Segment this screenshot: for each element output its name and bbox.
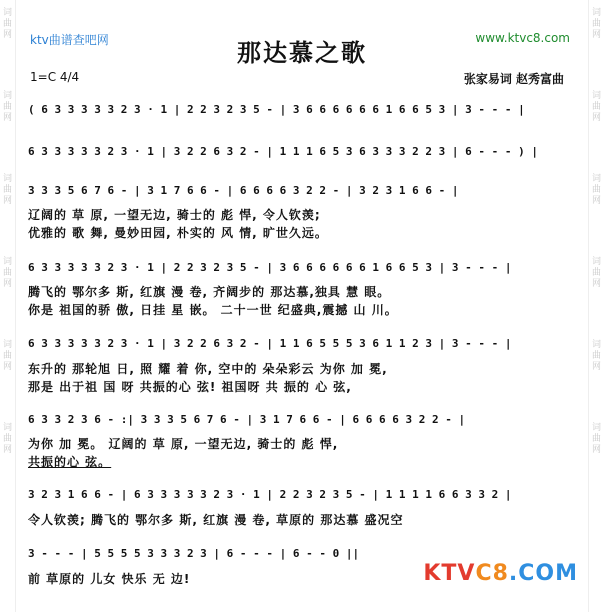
right-watermark-column <box>588 0 604 612</box>
key-signature: 1=C 4/4 <box>30 70 80 84</box>
lyric-line: 为你 加 冕。 辽阔的 草 原, 一望无边, 骑士的 彪 悍, <box>28 437 339 451</box>
wm-char: 曲 <box>2 102 12 112</box>
wm-char: 词 <box>2 174 12 184</box>
wm-char: 网 <box>591 113 601 123</box>
notation-row: 3 3 3 5 6 7 6 - | 3 1 7 6 6 - | 6 6 6 6 3 2 2 - | 3 2 3 1 6 6 - | <box>28 184 459 197</box>
wm-char: 网 <box>591 445 601 455</box>
wm-char: 网 <box>2 30 12 40</box>
wm-char: 网 <box>2 362 12 372</box>
credits: 张家易词 赵秀富曲 <box>463 72 564 86</box>
wm-char: 词 <box>2 257 12 267</box>
wm-char: 网 <box>2 196 12 206</box>
wm-char: 曲 <box>2 19 12 29</box>
lyric-line: 前 草原的 儿女 快乐 无 边! <box>28 572 191 586</box>
lyric-line: 共振的心 弦。 <box>28 455 112 469</box>
wm-char: 词 <box>591 340 601 350</box>
wm-char: 网 <box>2 445 12 455</box>
wm-char: 曲 <box>2 268 12 278</box>
url-watermark: www.ktvc8.com <box>475 31 570 45</box>
logo-part: KTV <box>423 561 476 586</box>
lyric-line: 那是 出于祖 国 呀 共振的心 弦! 祖国呀 共 振的 心 弦, <box>28 380 352 394</box>
notation-row: 6 3 3 3 3 3 2 3 · 1 | 3 2 2 6 3 2 - | 1 1 1 6 5 3 6 3 3 3 2 2 3 | 6 - - - ) | <box>28 145 538 158</box>
wm-char: 网 <box>2 279 12 289</box>
wm-char: 词 <box>2 423 12 433</box>
wm-char: 词 <box>2 8 12 18</box>
wm-char: 曲 <box>591 268 601 278</box>
lyric-line: 辽阔的 草 原, 一望无边, 骑士的 彪 悍, 令人钦羡; <box>28 208 321 222</box>
lyric-line: 东升的 那轮旭 日, 照 耀 着 你, 空中的 朵朵彩云 为你 加 冕, <box>28 362 388 376</box>
wm-char: 曲 <box>591 185 601 195</box>
notation-row: 6 3 3 3 3 3 2 3 · 1 | 3 2 2 6 3 2 - | 1 1 6 5 5 5 3 6 1 1 2 3 | 3 - - - | <box>28 337 512 350</box>
wm-char: 曲 <box>2 185 12 195</box>
song-title: 那达慕之歌 <box>237 39 367 67</box>
wm-char: 网 <box>591 362 601 372</box>
logo-part: C8 <box>475 561 509 586</box>
notation-row: ( 6 3 3 3 3 3 2 3 · 1 | 2 2 3 2 3 5 - | 3 6 6 6 6 6 6 1 6 6 5 3 | 3 - - - | <box>28 103 525 116</box>
lyric-line: 令人钦羡; 腾飞的 鄂尔多 斯, 红旗 漫 卷, 草原的 那达慕 盛况空 <box>28 513 404 527</box>
wm-char: 曲 <box>591 434 601 444</box>
lyric-line: 你是 祖国的骄 傲, 日挂 星 嵌。 二十一世 纪盛典,震撼 山 川。 <box>28 303 398 317</box>
notation-row: 6 3 3 3 3 3 2 3 · 1 | 2 2 3 2 3 5 - | 3 6 6 6 6 6 6 1 6 6 5 3 | 3 - - - | <box>28 261 512 274</box>
logo-part: .COM <box>508 561 578 586</box>
wm-char: 曲 <box>591 102 601 112</box>
notation-row: 3 2 3 1 6 6 - | 6 3 3 3 3 3 2 3 · 1 | 2 2 3 2 3 5 - | 1 1 1 1 6 6 3 3 2 | <box>28 488 512 501</box>
wm-char: 词 <box>591 257 601 267</box>
wm-char: 网 <box>591 279 601 289</box>
wm-char: 网 <box>591 196 601 206</box>
wm-char: 词 <box>591 8 601 18</box>
wm-char: 曲 <box>591 19 601 29</box>
ktvc8-logo <box>423 561 578 586</box>
notation-row: 6 3 3 2 3 6 - :| 3 3 3 5 6 7 6 - | 3 1 7 6 6 - | 6 6 6 6 3 2 2 - | <box>28 413 466 426</box>
wm-char: 词 <box>591 174 601 184</box>
wm-char: 词 <box>591 423 601 433</box>
notation-row: 3 - - - | 5 5 5 5 3 3 3 2 3 | 6 - - - | 6 - - 0 || <box>28 547 360 560</box>
lyric-line: 优雅的 歌 舞, 曼妙田园, 朴实的 风 情, 旷世久远。 <box>28 226 328 240</box>
lyric-line: 腾飞的 鄂尔多 斯, 红旗 漫 卷, 齐阔步的 那达慕,独具 慧 眼。 <box>28 285 391 299</box>
wm-char: 曲 <box>2 351 12 361</box>
wm-char: 曲 <box>591 351 601 361</box>
wm-char: 词 <box>591 91 601 101</box>
wm-char: 词 <box>2 91 12 101</box>
wm-char: 网 <box>591 30 601 40</box>
left-watermark-column <box>0 0 16 612</box>
wm-char: 网 <box>2 113 12 123</box>
site-watermark: ktv曲谱查吧网 <box>30 33 109 47</box>
wm-char: 词 <box>2 340 12 350</box>
wm-char: 曲 <box>2 434 12 444</box>
